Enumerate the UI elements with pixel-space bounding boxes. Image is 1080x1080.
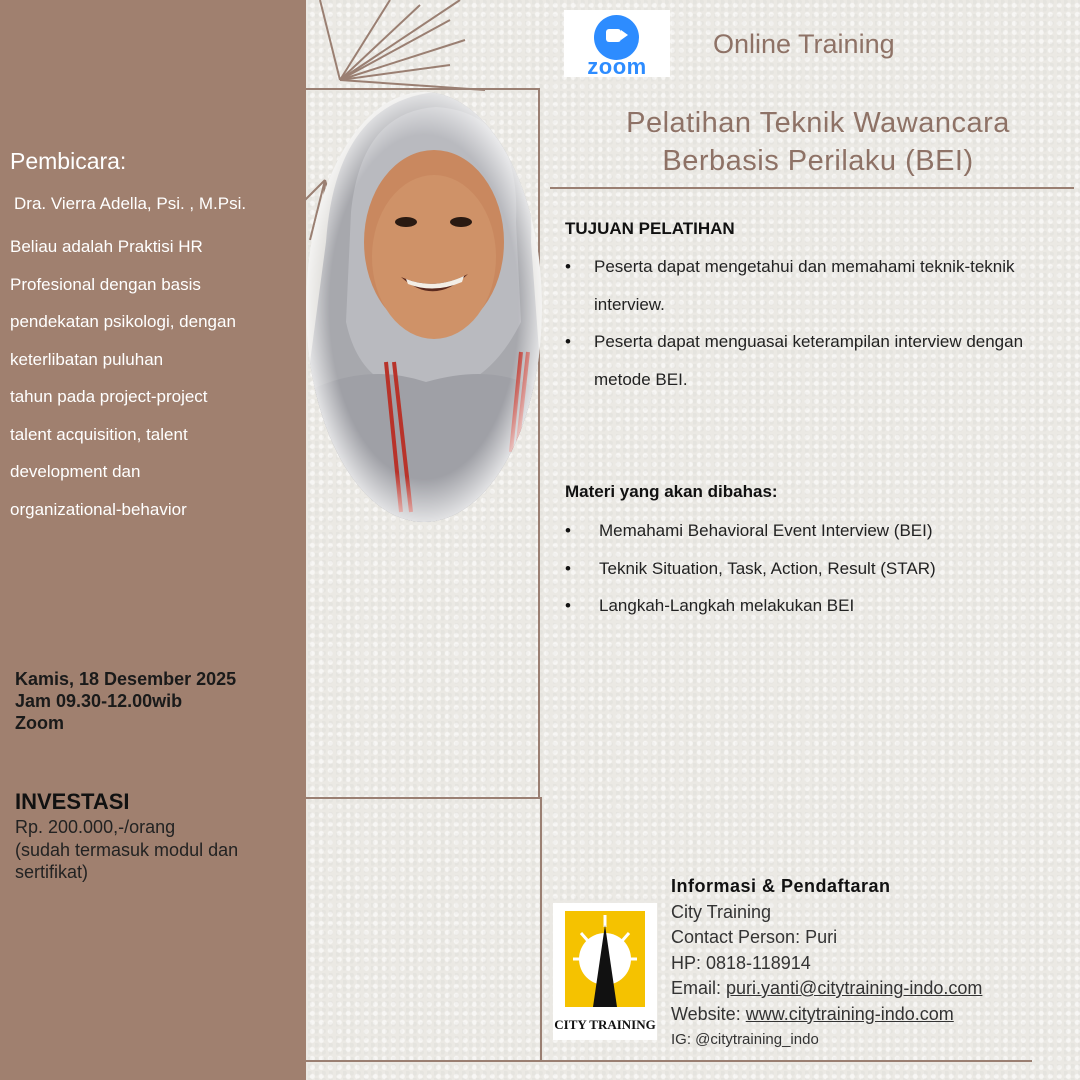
objective-text: metode BEI.: [594, 369, 688, 389]
info-title: Informasi & Pendaftaran: [671, 876, 891, 896]
info-instagram: IG: @citytraining_indo: [671, 1031, 819, 1048]
speaker-bio-line: tahun pada project-project: [10, 387, 208, 406]
city-training-logo: [553, 903, 657, 1040]
title-line: Berbasis Perilaku (BEI): [662, 145, 974, 177]
zoom-logo: [564, 10, 670, 77]
title-line: Pelatihan Teknik Wawancara: [626, 107, 1010, 139]
speaker-bio-line: Profesional dengan basis: [10, 274, 201, 294]
list-item: [565, 323, 1075, 398]
speaker-bio-line: keterlibatan puluhan: [10, 349, 164, 369]
page-title: [556, 104, 1080, 180]
list-item: [565, 550, 1075, 588]
email-label: Email:: [671, 978, 727, 998]
info-phone: HP: 0818-118914: [671, 952, 811, 973]
topic-text: Langkah-Langkah melakukan BEI: [599, 596, 855, 615]
speaker-name: Dra. Vierra Adella, Psi. , M.Psi.: [14, 194, 247, 213]
speaker-bio-line: talent acquisition, talent: [10, 424, 188, 444]
email-link[interactable]: puri.yanti@citytraining-indo.com: [726, 978, 983, 998]
divider-line: [550, 187, 1074, 189]
event-time: Jam 09.30-12.00wib: [15, 691, 183, 711]
bullet-icon: •: [565, 257, 571, 276]
website-link[interactable]: www.citytraining-indo.com: [745, 1003, 954, 1024]
divider-line: [306, 1060, 1032, 1062]
speaker-heading: Pembicara:: [10, 148, 127, 174]
info-org: City Training: [671, 901, 772, 922]
investment-title: INVESTASI: [15, 789, 130, 814]
bullet-icon: •: [565, 521, 571, 540]
divider-line: [306, 88, 540, 90]
speaker-bio-line: development dan: [10, 462, 141, 481]
bullet-icon: •: [565, 332, 571, 351]
topic-text: Memahami Behavioral Event Interview (BEI): [599, 521, 933, 540]
info-contact: Contact Person: Puri: [671, 927, 838, 947]
objective-text: interview.: [594, 294, 665, 314]
objective-text: Peserta dapat menguasai keterampilan interview dengan: [594, 332, 1024, 351]
divider-line: [540, 797, 542, 1062]
bullet-icon: •: [565, 596, 571, 615]
info-website-row: [671, 1002, 982, 1028]
list-item: [565, 248, 1075, 323]
online-training-label: Online Training: [713, 29, 895, 59]
schedule-block: [15, 668, 236, 734]
topics-list: [565, 512, 1075, 625]
topics-heading: Materi yang akan dibahas:: [565, 482, 778, 501]
topic-text: Teknik Situation, Task, Action, Result (STAR): [599, 558, 936, 578]
city-training-sun-icon: [553, 903, 657, 1040]
divider-line: [306, 797, 540, 799]
speaker-bio: [10, 228, 298, 528]
bullet-icon: •: [565, 558, 571, 578]
objectives-heading: TUJUAN PELATIHAN: [565, 219, 735, 238]
objectives-list: [565, 248, 1075, 398]
speaker-bio-line: organizational-behavior: [10, 499, 187, 519]
info-email-row: [671, 976, 982, 1002]
website-label: Website:: [671, 1003, 746, 1024]
objective-text: Peserta dapat mengetahui dan memahami teknik-teknik: [594, 257, 1015, 276]
list-item: [565, 587, 1075, 625]
city-training-logo-text: CITY TRAINING: [554, 1017, 656, 1032]
event-date: Kamis, 18 Desember 2025: [15, 669, 237, 689]
left-panel: [0, 0, 306, 1080]
speaker-bio-line: pendekatan psikologi, dengan: [10, 312, 236, 331]
event-platform: Zoom: [15, 713, 64, 733]
registration-info: [671, 874, 982, 1053]
zoom-logo-text: zoom: [587, 54, 647, 79]
speaker-bio-line: Beliau adalah Praktisi HR: [10, 237, 203, 256]
investment-note: (sudah termasuk modul dan sertifikat): [15, 840, 239, 882]
list-item: [565, 512, 1075, 550]
speaker-photo: [306, 92, 542, 522]
investment-price: Rp. 200.000,-/orang: [15, 817, 176, 837]
